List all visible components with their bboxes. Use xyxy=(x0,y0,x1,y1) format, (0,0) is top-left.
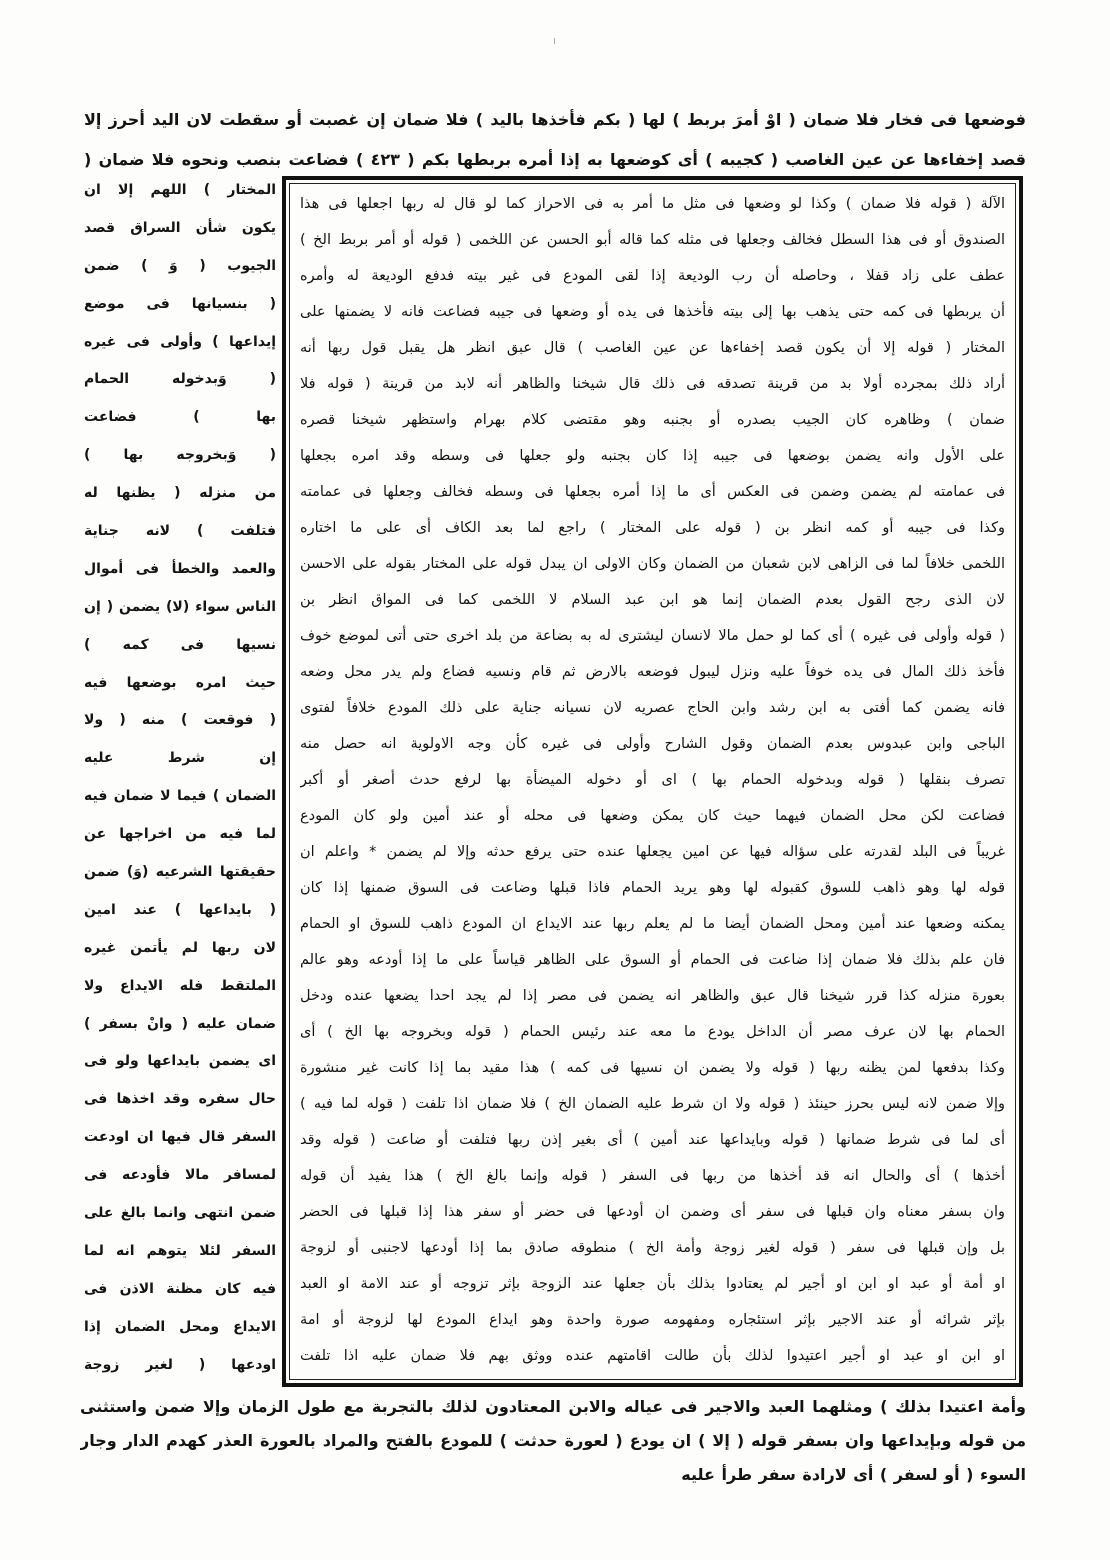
commentary-line: المختار ( قوله إلا أن يكون قصد إخفاءها عن عين الغاصب ) قال عبق انظر هل يقبل قول ربها أنه xyxy=(300,340,1005,356)
commentary-line: ضمان ) وظاهره كان الجيب بصدره أو بجنبه وهو مقتضى كلام بهرام واستظهر شيخنا قصره xyxy=(300,412,1005,428)
side-line: ( وَبدخوله الحمام xyxy=(84,371,276,388)
commentary-line: الصندوق أو فى هذا السطل فخالف وجعلها فى مثله كما قاله أبو الحسن عن اللخمى ( قوله أو أمر بربط الخ ) xyxy=(300,232,1005,248)
side-line: فيه كان مظنة الاذن فى xyxy=(84,1280,276,1297)
commentary-line: على الأول وانه يضمن بوضعها فى جيبه إذا كان بجنبه ولو جعلها فى وسطه وقد امره بجعلها xyxy=(300,448,1005,464)
side-line: يكون شأن السراق قصد xyxy=(84,219,276,236)
commentary-line: أخذها ) أى والحال انه قد أخذها من ربها فى السفر ( قوله وإنما بالغ الخ ) هذا يفيد أن قوله xyxy=(300,1168,1005,1184)
side-line: اودعها ( لغير زوجة xyxy=(84,1356,276,1373)
commentary-line: الباجى وابن عبدوس بعدم الضمان وقول الشارح وأولى فى غيره كأن وجه الاولوية انه حصل منه xyxy=(300,736,1005,752)
side-line: الناس سواء (لا) يضمن ( إن xyxy=(84,598,276,615)
side-line: حال سفره وقد اخذها فى xyxy=(84,1091,276,1108)
side-line: لان ربها لم يأتمن غيره xyxy=(84,939,276,956)
commentary-line: يمكنه وضعها عند أمين ومحل الضمان أيضا ما لم يعلم ربها عند الايداع ان المودع ذاهب للسوق او الحمام xyxy=(300,916,1005,932)
commentary-line: او أمة أو عبد او ابن او أجير لم يعتادوا بذلك بأن جعلها عند الزوجة بإثر تزوجه أو عند الامة او العبد xyxy=(300,1276,1005,1292)
commentary-line: الحمام بها لان عرف مصر أن الداخل يودع ما معه عند رئيس الحمام ( قوله وبخروجه بها الخ ) أى xyxy=(300,1024,1005,1040)
side-line: حيث امره بوضعها فيه xyxy=(84,674,276,691)
commentary-line: تصرف بنقلها ( قوله وبدخوله الحمام بها ) اى أو دخوله الميضأة بها لرفع حدث أصغر أو أكبر xyxy=(300,772,1005,788)
commentary-line: أراد ذلك بمجرده أولا بد من قرينة تصدقه فى ذلك قال شيخنا والظاهر أنه لابد من قرينة ( قوله فلا xyxy=(300,376,1005,392)
scan-mark xyxy=(554,38,555,44)
commentary-line: فانه يضمن كما أفتى به ابن رشد وابن الحاج عصريه لان نسيانه جناية على ذلك المودع خلافاً لفتوى xyxy=(300,700,1005,716)
side-line: لمسافر مالا فأودعه فى xyxy=(84,1167,276,1184)
side-line: إيداعها ) وأولى فى غيره xyxy=(84,333,276,350)
side-line: ضمن انتهى وانما بالغ على xyxy=(84,1205,276,1222)
side-line: بها ) فضاعت xyxy=(84,409,276,426)
side-line: نسيها فى كمه ) xyxy=(84,636,276,653)
commentary-line: وكذا بدفعها لمن يظنه ربها ( قوله ولا يضمن ان نسيها فى كمه ) هذا مقيد بما إذا كانت غير منشورة xyxy=(300,1060,1005,1076)
commentary-line: بل وإن قبلها فى سفر ( قوله لغير زوجة وأمة الخ ) منطوقه صادق بما إذا أودعها لاجنبى أو لزوجة xyxy=(300,1240,1005,1256)
side-line: فتلفت ) لانه جناية xyxy=(84,523,276,540)
side-line: ( فوقعت ) منه ( ولا xyxy=(84,712,276,729)
commentary-line: ( قوله وأولى فى غيره ) أى كما لو حمل مالا لانسان ليشترى له به بضاعة من بلد اخرى حتى أتى لموضع خوف xyxy=(300,628,1005,644)
side-line: والعمد والخطأ فى أموال xyxy=(84,560,276,577)
commentary-line: لان الذى رجح القول بعدم الضمان إنما هو ابن عبد السلام لا اللخمى كما فى المواق انظر بن xyxy=(300,592,1005,608)
side-line: المختار ) اللهم إلا ان xyxy=(84,182,276,198)
commentary-line: بإثر شرائه أو عند الاجير بإثر استئجاره ومفهومه صورة واحدة وهو ايداع المودع لها لزوجة أو امة xyxy=(300,1312,1005,1328)
side-line: السفر قال فيها ان اودعت xyxy=(84,1129,276,1146)
commentary-line: اللخمى خلافاً لما فى الزاهى لابن شعبان من الضمان وكان الاولى ان يبدل قوله على المختار بقوله على الاحسن xyxy=(300,556,1005,572)
main-text-line: السوء ( أو لسفر ) أى لارادة سفر طرأ عليه xyxy=(681,1465,1026,1484)
commentary-line: فى عمامته لم يضمن وضمن فى العكس أى ما إذا أمره بجعلها فى وسطه فخالف وجعلها فى عمامته xyxy=(300,484,1005,500)
main-text-top xyxy=(84,100,1026,180)
side-line: ( بنسيانها فى موضع xyxy=(84,295,276,312)
commentary-line: أن يربطها فى كمه حتى يذهب بها إلى بيته فأخذها فى يده أو وضعها فى جيبه فضاعت فانه لا يضمنها على xyxy=(300,304,1005,320)
commentary-inner-frame xyxy=(289,183,1016,1380)
main-text-line: فوضعها فى فخار فلا ضمان ( اوْ أمرَ بربط ) لها ( بكم فأخذها باليد ) فلا ضمان إن غصبت أو سقطت لان اليد أحرز إلا xyxy=(84,110,1026,129)
commentary-line: وكذا فى جيبه أو كمه انظر بن ( قوله على المختار ) راجع لما بعد الكاف أى على ما اختاره xyxy=(300,520,1005,536)
commentary-line: عطف على زاد قفلا ، وحاصله أن رب الوديعة إذا لقى المودع فى غير بيته فدفع الوديعة له وأمره xyxy=(300,268,1005,284)
side-line: إن شرط عليه xyxy=(84,750,276,767)
side-line: الملتقط فله الايداع ولا xyxy=(84,977,276,994)
side-line: حقيقتها الشرعيه (وَ) ضمن xyxy=(84,864,276,881)
side-line: لما فيه من اخراجها عن xyxy=(84,826,276,843)
commentary-line: قوله لها وهو ذاهب للسوق كقبوله لها وهو يريد الحمام فاذا قبلها وضاعت فى السوق ضمنها إذا كان xyxy=(300,880,1005,896)
main-text-bottom xyxy=(80,1390,1026,1492)
commentary-line: الآلة ( قوله فلا ضمان ) وكذا لو وضعها فى مثل ما أمر به فى الاحراز كما لو قال له ربها اجعلها فى هذا xyxy=(300,196,1005,212)
commentary-line: او ابن او عبد او أجير اعتيدوا لذلك بأن طالت اقامتهم عنده ووثق بهم فلا ضمان عليه اذا تلفت xyxy=(300,1348,1005,1364)
commentary-line: وإلا ضمن لانه ليس بحرز حينئذ ( قوله ولا ان شرط عليه الضمان الخ ) فلا ضمان اذا تلفت ( قوله لما فيه ) xyxy=(300,1096,1005,1112)
side-line: من منزله ( يظنها له xyxy=(84,485,276,502)
side-line: ضمان عليه ( وانْ بسفر ) xyxy=(84,1015,276,1032)
side-line: ( بايداعها ) عند امين xyxy=(84,901,276,918)
commentary-line: فان علم بذلك فلا ضمان إذا ضاعت فى الحمام أو السوق على الظاهر قياساً على ما إذا أودعه وهو عالم xyxy=(300,952,1005,968)
commentary-box xyxy=(282,176,1023,1387)
main-text-line: قصد إخفاءها عن عين الغاصب ( كجيبه ) أى كوضعها به إذا أمره بربطها بكم ( ٤٢٣ ) فضاعت بنصب ونحوه فلا ضمان ( xyxy=(84,150,1026,169)
side-line: ( وَبخروجه بها ) xyxy=(84,447,276,464)
side-line: الايداع ومحل الضمان إذا xyxy=(84,1318,276,1335)
commentary-line: غريباً فى البلد لقدرته على سؤاله فيها عن امين يجعلها عنده حتى يرفع حدثه وإلا لم يضمن * واعلم ان xyxy=(300,844,1005,860)
commentary-line: أى لما فى شرط ضمانها ( قوله وبايداعها عند أمين ) أى بغير إذن ربها فتلفت أو ضاعت ( قوله وقد xyxy=(300,1132,1005,1148)
main-text-side-column xyxy=(84,172,276,1385)
commentary-line: فأخذ ذلك المال فى يده خوفاً عليه ونزل ليبول فوضعه بالارض ثم قام ونسيه فضاع ولم يدر محل وضعه xyxy=(300,664,1005,680)
commentary-line: بعورة منزله كذا قرر شيخنا قال عبق والظاهر انه يضمن فى مصر إذا لم يجد احدا يضعها عنده ودخل xyxy=(300,988,1005,1004)
main-text-line: وأمة اعتيدا بذلك ) ومثلهما العبد والاجير فى عياله والابن المعتادون لذلك بالتجربة مع طول الزمان وإلا ضمن واستثنى xyxy=(80,1397,1026,1416)
commentary-line: وان بسفر معناه وان قبلها فى سفر أى وضمن ان أودعها فى حضر أو سفر هذا إذا قبلها فى الحضر xyxy=(300,1204,1005,1220)
commentary-line: فضاعت لكن محل الضمان فيهما حيث كان يمكن وضعها فى محله أو عند أمين ولو كان المودع xyxy=(300,808,1005,824)
main-text-line: من قوله وبإيداعها وان بسفر قوله ( إلا ) ان يودع ( لعورة حدثت ) للمودع بالفتح والمراد بالعورة العذر كهدم الدار وجار xyxy=(80,1431,1026,1450)
side-line: الجيوب ( وَ ) ضمن xyxy=(84,257,276,274)
side-line: اى يضمن بايداعها ولو فى xyxy=(84,1053,276,1070)
side-line: الضمان ) فيما لا ضمان فيه xyxy=(84,788,276,805)
side-line: السفر لئلا يتوهم انه لما xyxy=(84,1242,276,1259)
